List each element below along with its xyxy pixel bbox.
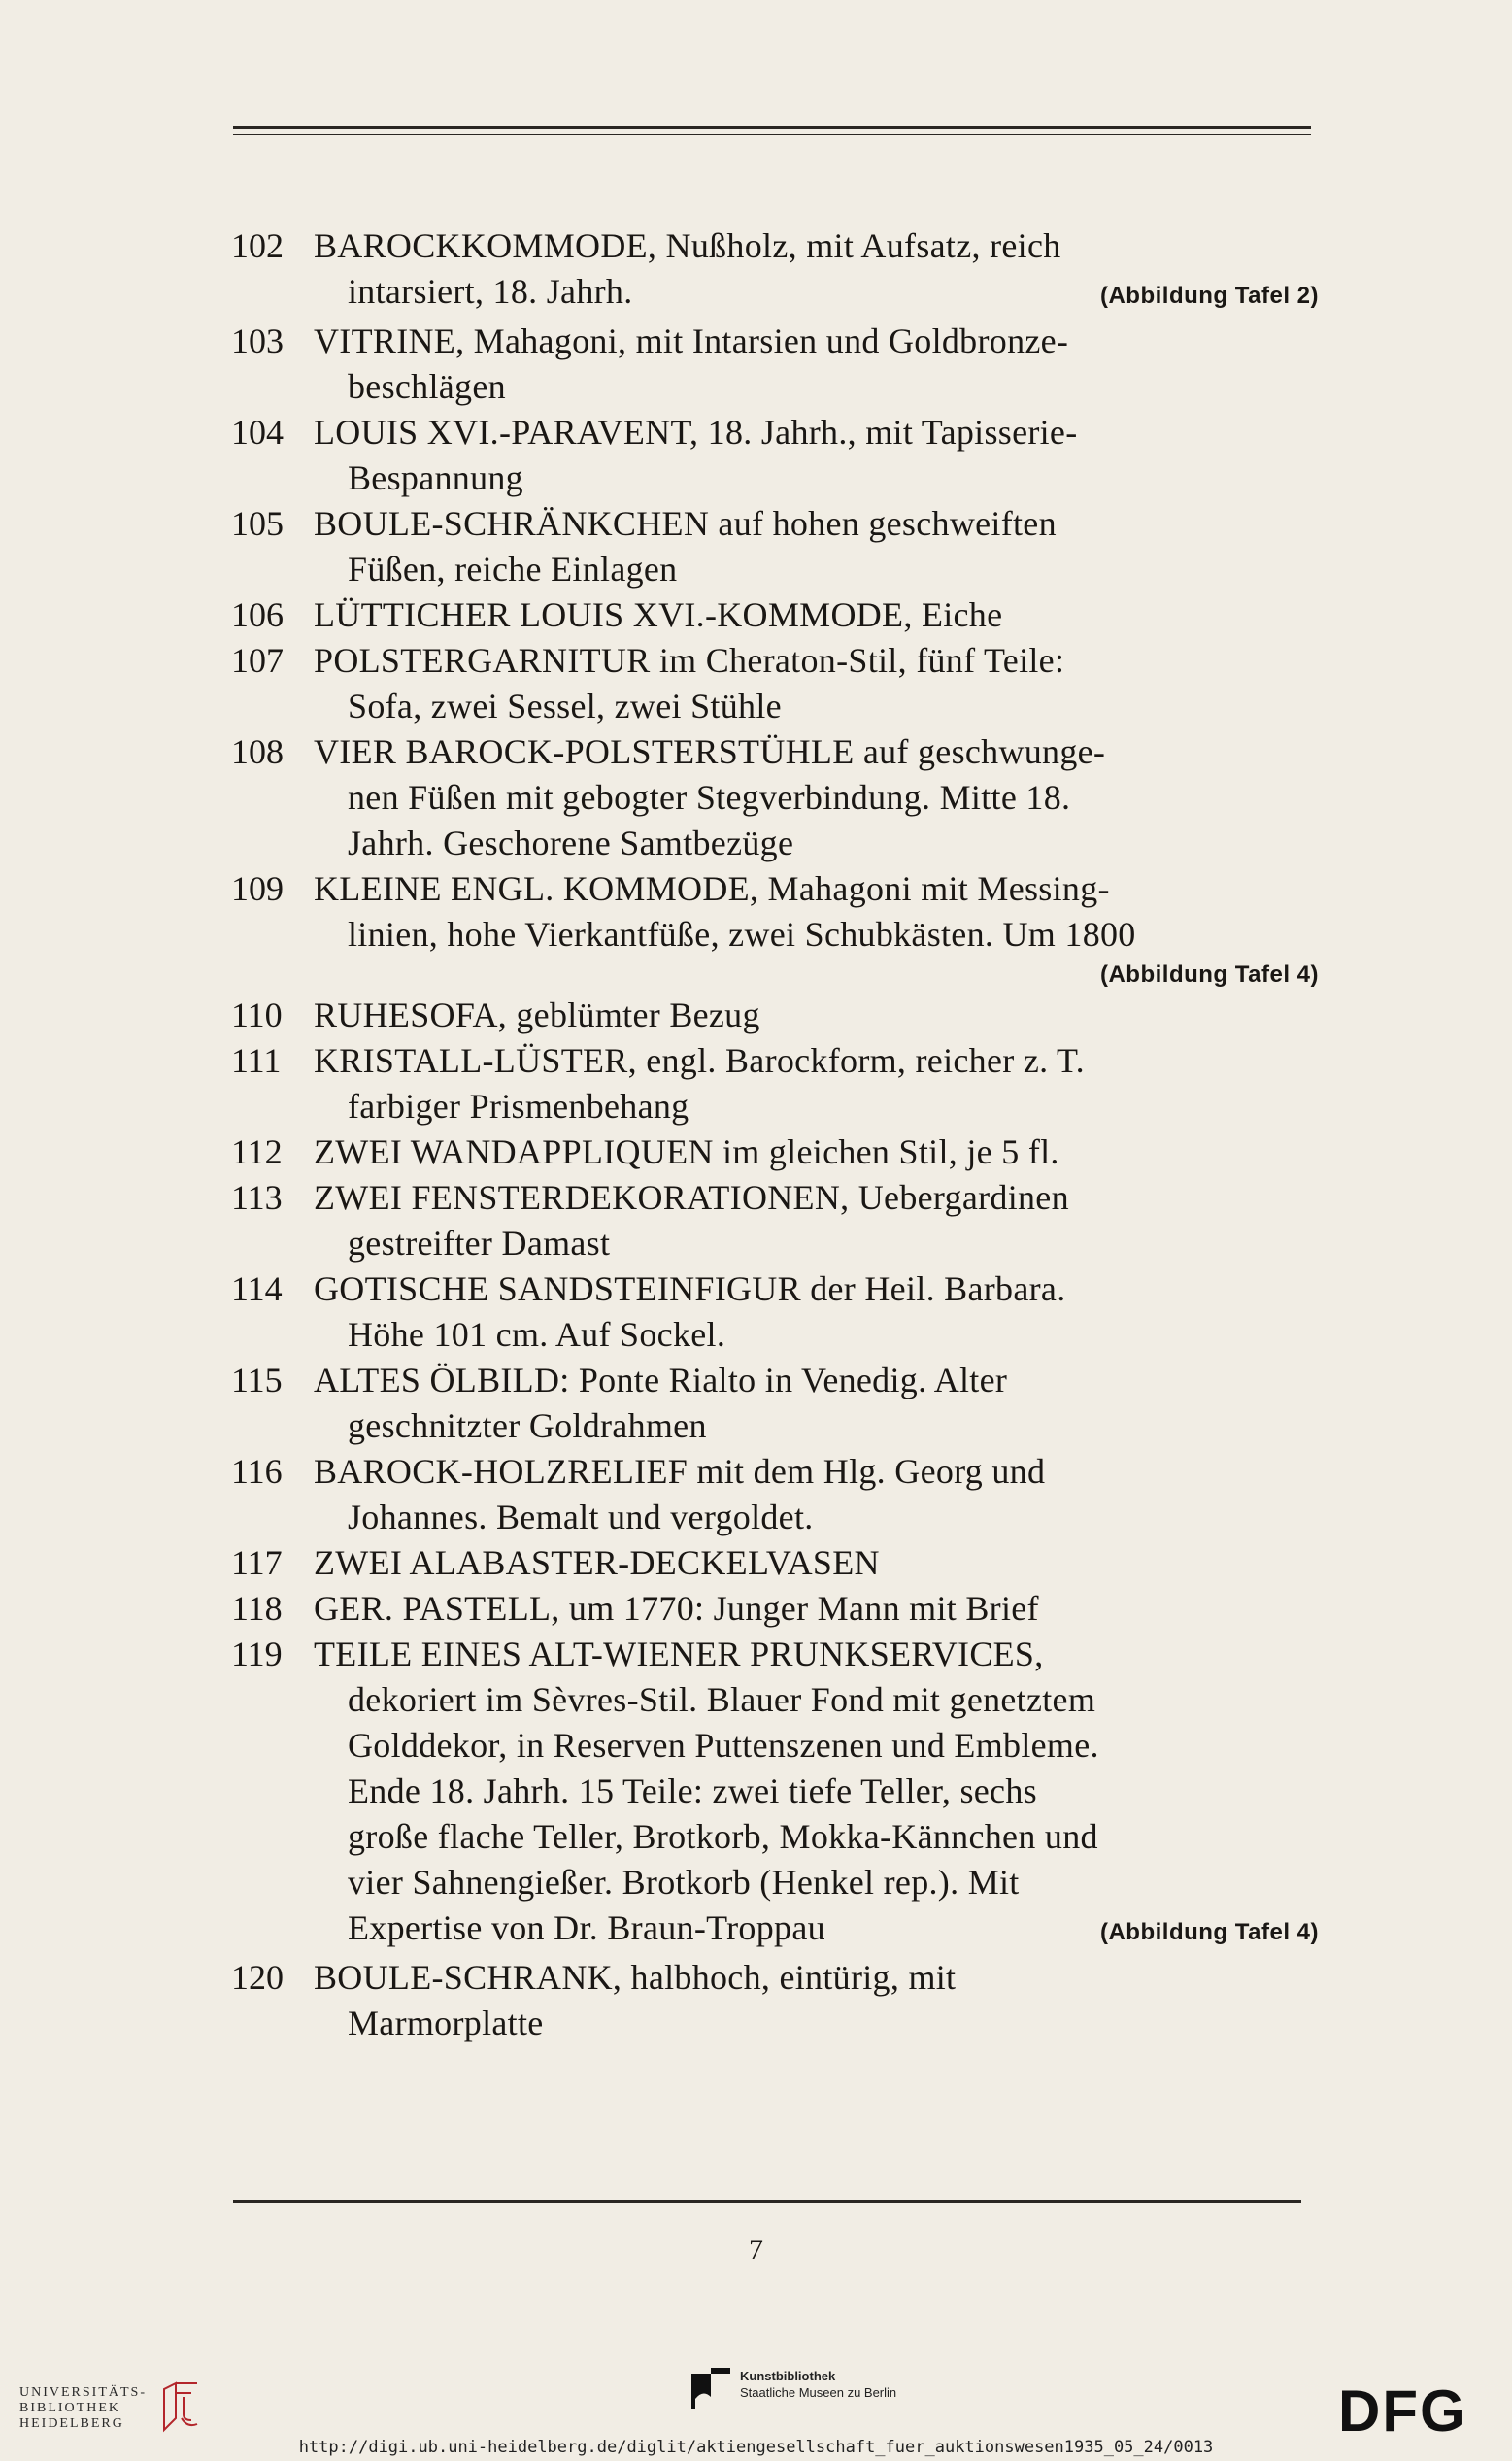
description-line: dekoriert im Sèvres-Stil. Blauer Fond mit genetztem (348, 1680, 1096, 1719)
kunstbibliothek-text (740, 2368, 896, 2401)
description-line: große flache Teller, Brotkorb, Mokka-Kännchen und (348, 1817, 1098, 1856)
lot-description (314, 866, 1319, 993)
plate-reference: (Abbildung Tafel 4) (1099, 961, 1319, 988)
lot-description (314, 1175, 1319, 1266)
lot-number: 111 (231, 1041, 282, 1080)
catalog-entry (231, 1038, 1319, 1129)
lot-description (314, 223, 1319, 319)
footer (0, 2341, 1512, 2461)
lot-number: 120 (231, 1958, 284, 1997)
university-library-text (19, 2385, 147, 2432)
lot-number: 119 (231, 1635, 283, 1673)
bottom-double-rule (233, 2200, 1301, 2208)
lot-description (314, 1449, 1319, 1540)
lot-description (314, 319, 1319, 410)
lot-description (314, 592, 1319, 638)
catalog-entry (231, 1175, 1319, 1266)
lot-description (314, 993, 1319, 1038)
description-text: intarsiert, 18. Jahrh. (348, 272, 633, 311)
description-line: BOULE-SCHRANK, halbhoch, eintürig, mit (314, 1958, 957, 1997)
lot-description (314, 410, 1319, 501)
catalog-entry (231, 501, 1319, 592)
lot-description (314, 729, 1319, 866)
catalog-entry (231, 592, 1319, 638)
catalog-entry (231, 729, 1319, 866)
lot-description (314, 1955, 1319, 2046)
description-line: Johannes. Bemalt und vergoldet. (348, 1498, 814, 1536)
lot-description (314, 1586, 1319, 1632)
university-line: BIBLIOTHEK (19, 2401, 120, 2415)
lot-number: 112 (231, 1132, 283, 1171)
description-line: linien, hohe Vierkantfüße, zwei Schubkästen. Um 1800 (348, 915, 1136, 954)
catalog-entry (231, 1129, 1319, 1175)
description-line: geschnitzter Goldrahmen (348, 1406, 707, 1445)
lot-number: 105 (231, 504, 284, 543)
lot-number: 109 (231, 869, 284, 908)
catalog-entry (231, 410, 1319, 501)
description-line: Jahrh. Geschorene Samtbezüge (348, 824, 794, 862)
description-line: Füßen, reiche Einlagen (348, 550, 678, 589)
source-url[interactable]: http://digi.ub.uni-heidelberg.de/diglit/aktiengesellschaft_fuer_auktionswesen1935_05_24/0013 (298, 2438, 1214, 2457)
description-line: GER. PASTELL, um 1770: Junger Mann mit Brief (314, 1589, 1039, 1628)
description-line: vier Sahnengießer. Brotkorb (Henkel rep.). Mit (348, 1863, 1020, 1902)
plate-reference: (Abbildung Tafel 4) (1099, 1919, 1319, 1945)
lot-description (314, 1129, 1319, 1175)
description-line: POLSTERGARNITUR im Cheraton-Stil, fünf Teile: (314, 641, 1065, 680)
description-line: Bespannung (348, 458, 523, 497)
description-line: ZWEI ALABASTER-DECKELVASEN (314, 1543, 880, 1582)
university-line: HEIDELBERG (19, 2416, 124, 2431)
top-double-rule (233, 126, 1311, 135)
description-line: KLEINE ENGL. KOMMODE, Mahagoni mit Messing- (314, 869, 1110, 908)
lot-number: 102 (231, 226, 284, 265)
page-number: 7 (749, 2234, 763, 2266)
catalog-entry (231, 993, 1319, 1038)
lot-number: 116 (231, 1452, 283, 1491)
description-line: KRISTALL-LÜSTER, engl. Barockform, reicher z. T. (314, 1041, 1085, 1080)
lot-number: 115 (231, 1361, 283, 1399)
description-line: ZWEI FENSTERDEKORATIONEN, Uebergardinen (314, 1178, 1069, 1217)
catalog-entry (231, 319, 1319, 410)
description-line: gestreifter Damast (348, 1224, 611, 1263)
lot-description (314, 501, 1319, 592)
university-mark-icon (158, 2379, 203, 2438)
catalog-entry (231, 1449, 1319, 1540)
lot-description (314, 1358, 1319, 1449)
description-line: Sofa, zwei Sessel, zwei Stühle (348, 687, 782, 725)
catalog-entry (231, 1540, 1319, 1586)
description-line (314, 269, 1319, 319)
lot-description (314, 638, 1319, 729)
lot-number: 117 (231, 1543, 283, 1582)
description-line: GOTISCHE SANDSTEINFIGUR der Heil. Barbara. (314, 1269, 1066, 1308)
description-line: Marmorplatte (348, 2004, 544, 2042)
description-line: LÜTTICHER LOUIS XVI.-KOMMODE, Eiche (314, 595, 1003, 634)
description-line: beschlägen (348, 367, 506, 406)
catalog-entry (231, 866, 1319, 993)
description-text: Expertise von Dr. Braun-Troppau (348, 1908, 825, 1947)
lot-number: 107 (231, 641, 284, 680)
lot-description (314, 1038, 1319, 1129)
catalog-entry (231, 638, 1319, 729)
catalog-entry (231, 1632, 1319, 1955)
kunstbibliothek-subtitle: Staatliche Museen zu Berlin (740, 2385, 897, 2400)
catalog-list (231, 223, 1319, 2046)
kunstbibliothek-logo[interactable] (691, 2368, 896, 2409)
description-line: VITRINE, Mahagoni, mit Intarsien und Goldbronze- (314, 321, 1069, 360)
description-line: RUHESOFA, geblümter Bezug (314, 995, 760, 1034)
university-library-logo[interactable] (19, 2379, 203, 2438)
description-line: VIER BAROCK-POLSTERSTÜHLE auf geschwunge- (314, 732, 1106, 771)
lot-description (314, 1632, 1319, 1955)
description-line: nen Füßen mit gebogter Stegverbindung. Mitte 18. (348, 778, 1071, 817)
lot-number: 104 (231, 413, 284, 452)
description-line: ZWEI WANDAPPLIQUEN im gleichen Stil, je 5 fl. (314, 1132, 1059, 1171)
lot-number: 108 (231, 732, 284, 771)
kunstbibliothek-name: Kunstbibliothek (740, 2369, 836, 2383)
description-line: BAROCK-HOLZRELIEF mit dem Hlg. Georg und (314, 1452, 1046, 1491)
description-line: BAROCKKOMMODE, Nußholz, mit Aufsatz, reich (314, 226, 1061, 265)
catalog-entry (231, 1586, 1319, 1632)
catalog-entry (231, 223, 1319, 319)
lot-number: 103 (231, 321, 284, 360)
dfg-logo[interactable]: DFG (1338, 2378, 1467, 2444)
description-line: TEILE EINES ALT-WIENER PRUNKSERVICES, (314, 1635, 1044, 1673)
description-line: farbiger Prismenbehang (348, 1087, 689, 1126)
description-line: Höhe 101 cm. Auf Sockel. (348, 1315, 726, 1354)
description-line: BOULE-SCHRÄNKCHEN auf hohen geschweiften (314, 504, 1057, 543)
lot-number: 113 (231, 1178, 283, 1217)
lot-number: 110 (231, 995, 283, 1034)
catalog-entry (231, 1266, 1319, 1358)
lot-number: 106 (231, 595, 284, 634)
description-line: ALTES ÖLBILD: Ponte Rialto in Venedig. Alter (314, 1361, 1008, 1399)
lot-number: 118 (231, 1589, 283, 1628)
description-line (314, 1905, 1319, 1955)
plate-reference: (Abbildung Tafel 2) (1099, 283, 1319, 309)
university-line: UNIVERSITÄTS- (19, 2385, 147, 2400)
catalog-entry (231, 1955, 1319, 2046)
description-line: LOUIS XVI.-PARAVENT, 18. Jahrh., mit Tapisserie- (314, 413, 1078, 452)
lot-number: 114 (231, 1269, 283, 1308)
catalog-entry (231, 1358, 1319, 1449)
lot-description (314, 1266, 1319, 1358)
lot-description (314, 1540, 1319, 1586)
description-line: Ende 18. Jahrh. 15 Teile: zwei tiefe Teller, sechs (348, 1771, 1037, 1810)
kunstbibliothek-mark-icon (691, 2368, 730, 2409)
description-line: Golddekor, in Reserven Puttenszenen und Embleme. (348, 1726, 1099, 1765)
